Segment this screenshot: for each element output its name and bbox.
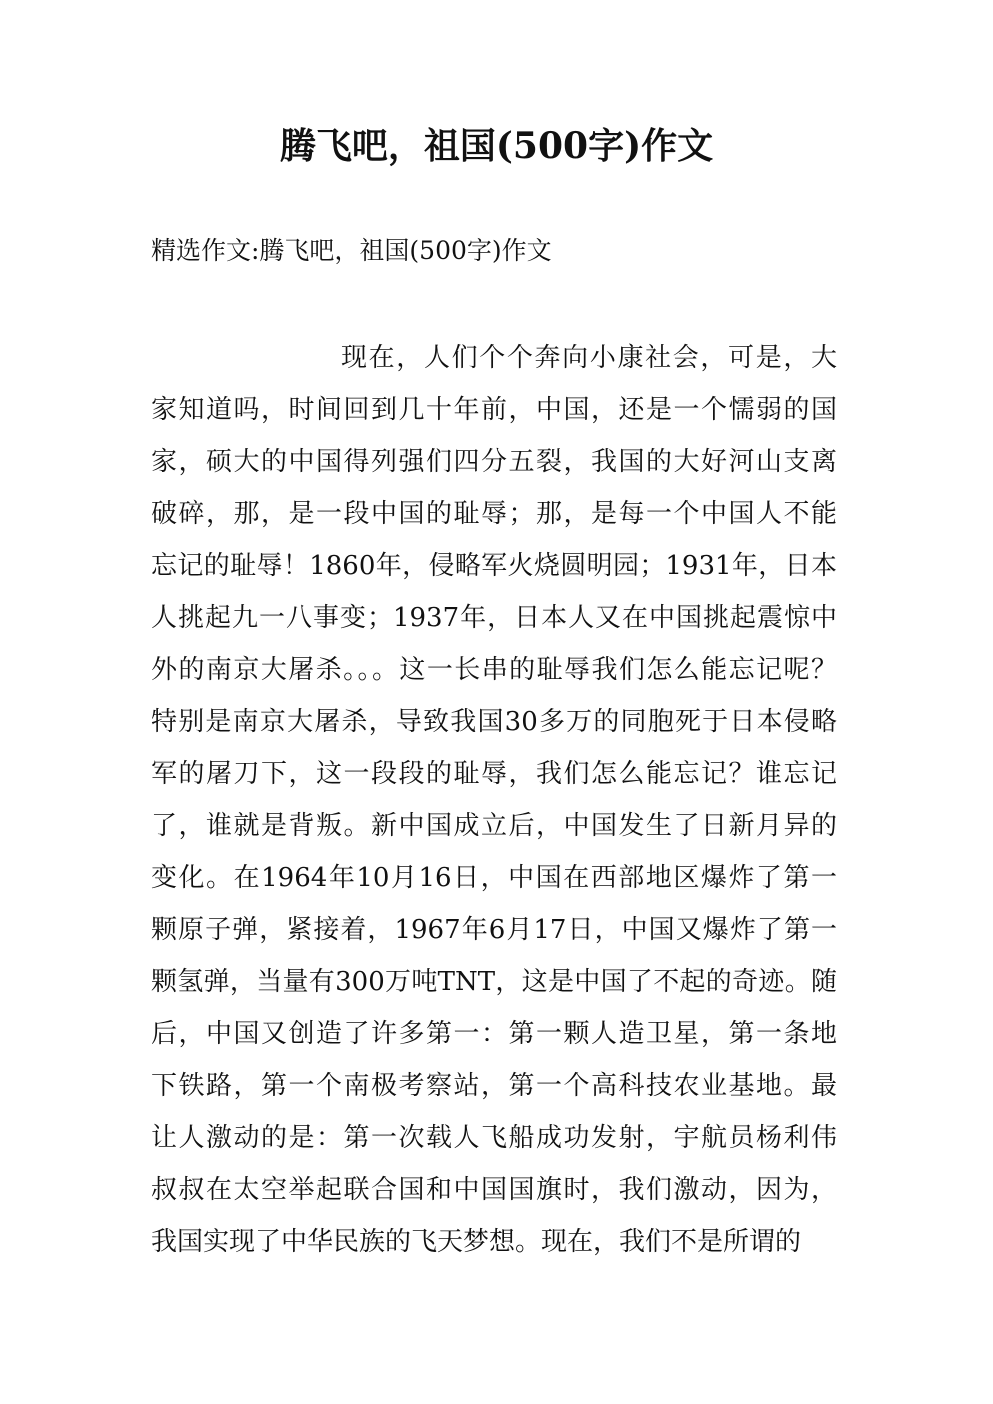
body-line: 忘记的耻辱！1860年，侵略军火烧圆明园；1931年，日本 [151,551,837,581]
body-line: 人挑起九一八事变；1937年，日本人又在中国挑起震惊中 [151,603,837,633]
document-subtitle: 精选作文:腾飞吧，祖国(500字)作文 [151,236,552,265]
body-text [151,338,851,1274]
body-line: 特别是南京大屠杀，导致我国30多万的同胞死于日本侵略 [151,707,837,737]
body-line: 家知道吗，时间回到几十年前，中国，还是一个懦弱的国 [151,395,837,425]
body-line: 颗氢弹，当量有300万吨TNT，这是中国了不起的奇迹。随 [151,967,837,997]
body-line: 叔叔在太空举起联合国和中国国旗时，我们激动，因为， [151,1175,837,1205]
body-line: 让人激动的是：第一次载人飞船成功发射，宇航员杨利伟 [151,1123,837,1153]
body-line: 下铁路，第一个南极考察站，第一个高科技农业基地。最 [151,1071,837,1101]
body-line: 外的南京大屠杀。。。这一长串的耻辱我们怎么能忘记呢？ [151,655,837,685]
body-line: 现在，人们个个奔向小康社会，可是，大 [341,343,837,373]
body-line: 了，谁就是背叛。新中国成立后，中国发生了日新月异的 [151,811,837,841]
body-line: 破碎，那，是一段中国的耻辱；那，是每一个中国人不能 [151,499,837,529]
body-line: 颗原子弹，紧接着，1967年6月17日，中国又爆炸了第一 [151,915,837,945]
body-line: 变化。在1964年10月16日，中国在西部地区爆炸了第一 [151,863,837,893]
body-line: 军的屠刀下，这一段段的耻辱，我们怎么能忘记？谁忘记 [151,759,837,789]
page-title: 腾飞吧，祖国(500字)作文 [279,125,714,167]
body-line: 家，硕大的中国得列强们四分五裂，我国的大好河山支离 [151,447,837,477]
body-line: 我国实现了中华民族的飞天梦想。现在，我们不是所谓的 [151,1227,802,1257]
body-line: 后，中国又创造了许多第一：第一颗人造卫星，第一条地 [151,1019,837,1049]
